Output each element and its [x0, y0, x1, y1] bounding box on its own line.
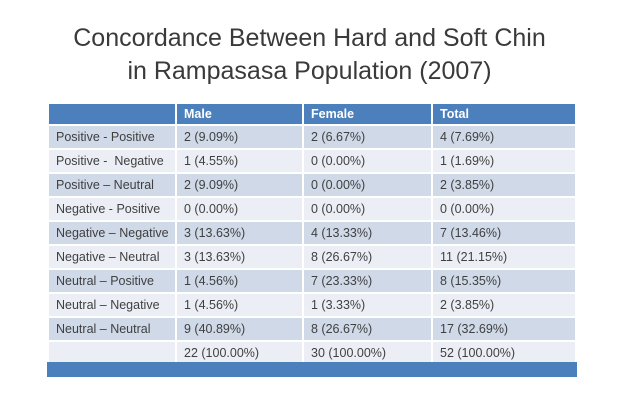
row-label: Negative – Negative [49, 222, 175, 244]
totals-row [49, 342, 575, 364]
cell-male: 0 (0.00%) [177, 198, 302, 220]
cell-male: 1 (4.56%) [177, 294, 302, 316]
cell-female: 7 (23.33%) [304, 270, 431, 292]
concordance-table [47, 102, 577, 366]
row-label: Negative – Neutral [49, 246, 175, 268]
table-row [49, 126, 575, 148]
header-cell-male: Male [177, 104, 302, 124]
title-line-1: Concordance Between Hard and Soft Chin [73, 24, 546, 52]
cell-male: 1 (4.56%) [177, 270, 302, 292]
table-row [49, 222, 575, 244]
cell-total: 8 (15.35%) [433, 270, 575, 292]
row-label: Neutral – Negative [49, 294, 175, 316]
row-label: Neutral – Neutral [49, 318, 175, 340]
cell-female: 0 (0.00%) [304, 150, 431, 172]
row-label: Neutral – Positive [49, 270, 175, 292]
cell-female: 4 (13.33%) [304, 222, 431, 244]
cell-total: 52 (100.00%) [433, 342, 575, 364]
table-footer-bar [47, 362, 577, 377]
cell-female: 8 (26.67%) [304, 246, 431, 268]
slide-title [0, 22, 619, 88]
cell-female: 2 (6.67%) [304, 126, 431, 148]
table-row [49, 318, 575, 340]
cell-female: 1 (3.33%) [304, 294, 431, 316]
table-row [49, 174, 575, 196]
table-row [49, 150, 575, 172]
cell-total: 4 (7.69%) [433, 126, 575, 148]
cell-female: 0 (0.00%) [304, 198, 431, 220]
cell-total: 2 (3.85%) [433, 174, 575, 196]
row-label: Negative - Positive [49, 198, 175, 220]
cell-total: 17 (32.69%) [433, 318, 575, 340]
header-cell-total: Total [433, 104, 575, 124]
row-label [49, 342, 175, 364]
cell-female: 8 (26.67%) [304, 318, 431, 340]
table-row [49, 294, 575, 316]
cell-male: 1 (4.55%) [177, 150, 302, 172]
cell-male: 2 (9.09%) [177, 174, 302, 196]
cell-total: 0 (0.00%) [433, 198, 575, 220]
cell-total: 11 (21.15%) [433, 246, 575, 268]
row-label: Positive - Negative [49, 150, 175, 172]
table-row [49, 198, 575, 220]
cell-male: 3 (13.63%) [177, 246, 302, 268]
header-cell-blank [49, 104, 175, 124]
cell-male: 22 (100.00%) [177, 342, 302, 364]
row-label: Positive – Neutral [49, 174, 175, 196]
cell-total: 7 (13.46%) [433, 222, 575, 244]
header-cell-female: Female [304, 104, 431, 124]
cell-total: 2 (3.85%) [433, 294, 575, 316]
header-row [49, 104, 575, 124]
cell-female: 0 (0.00%) [304, 174, 431, 196]
row-label: Positive - Positive [49, 126, 175, 148]
table-row [49, 246, 575, 268]
cell-male: 3 (13.63%) [177, 222, 302, 244]
title-line-2: in Rampasasa Population (2007) [127, 57, 492, 85]
table-row [49, 270, 575, 292]
cell-female: 30 (100.00%) [304, 342, 431, 364]
cell-male: 2 (9.09%) [177, 126, 302, 148]
cell-male: 9 (40.89%) [177, 318, 302, 340]
cell-total: 1 (1.69%) [433, 150, 575, 172]
